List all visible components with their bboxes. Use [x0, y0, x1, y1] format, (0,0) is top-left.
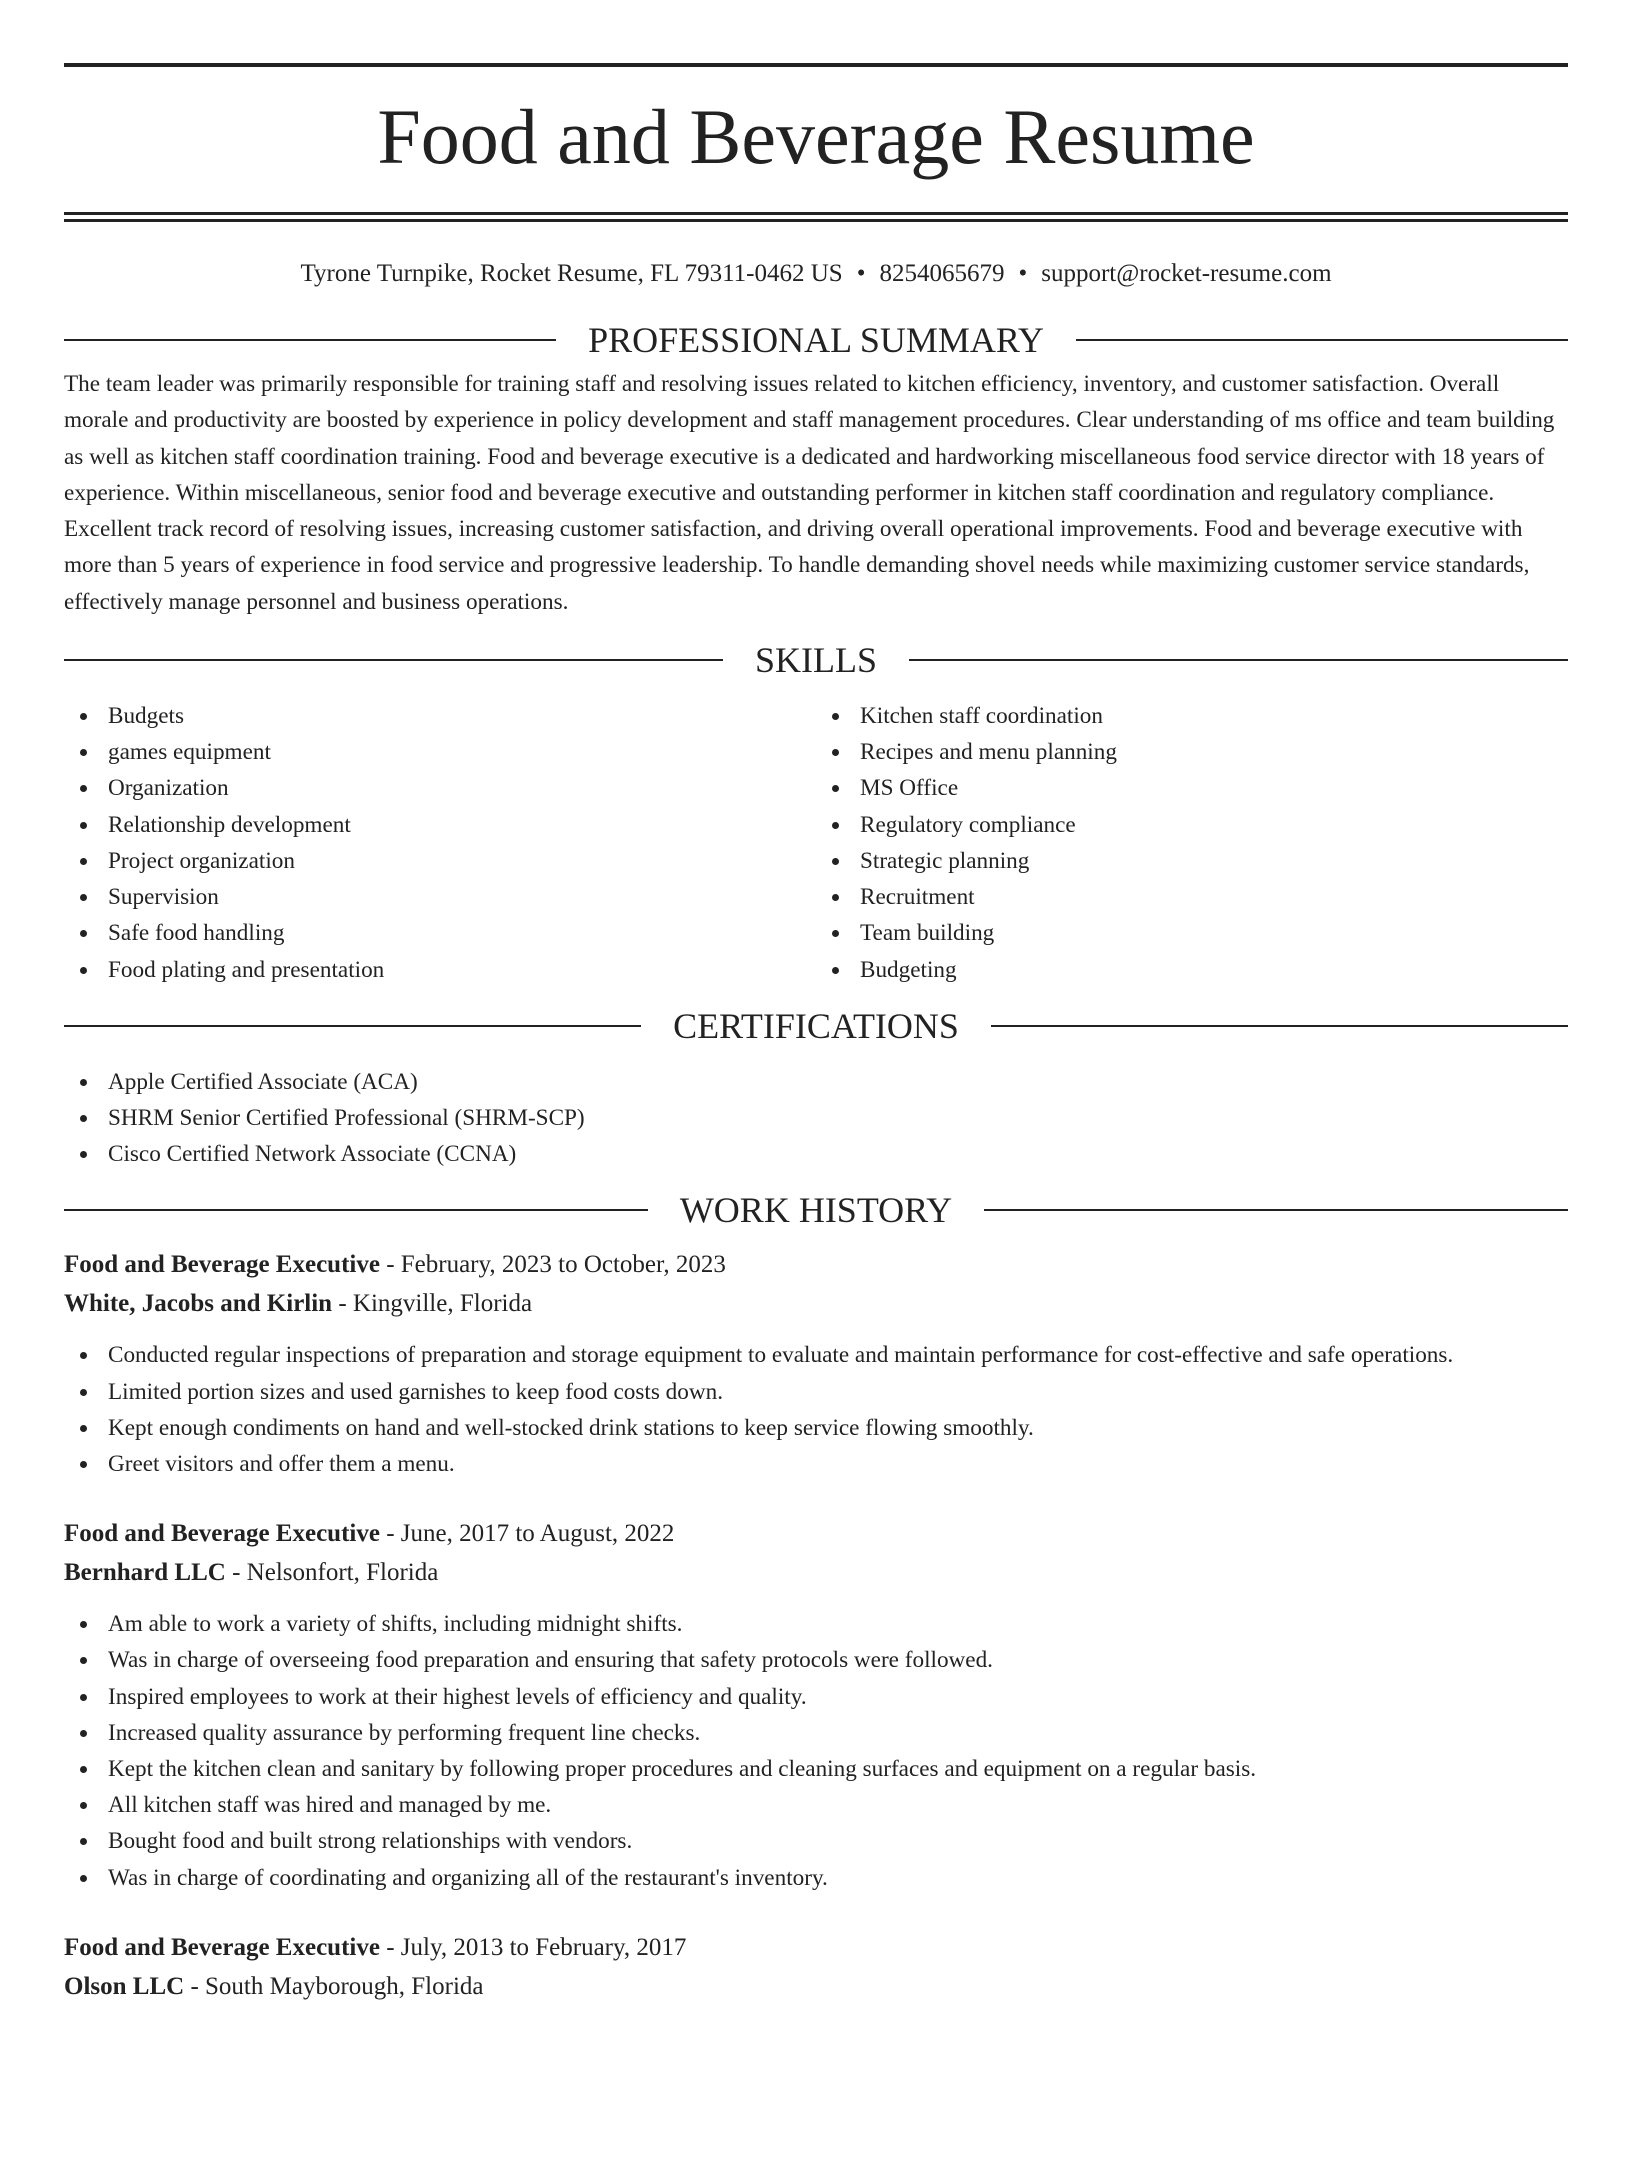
certification-item: Cisco Certified Network Associate (CCNA) [64, 1136, 1568, 1172]
certifications-list [64, 1064, 1568, 1173]
job-bullet: Kept enough condiments on hand and well-stocked drink stations to keep service flowing smoothly. [64, 1410, 1568, 1446]
contact-separator: • [856, 260, 866, 287]
section-header-summary [64, 318, 1568, 362]
job-entry [64, 1928, 1568, 2006]
section-header-skills [64, 638, 1568, 682]
skill-item: Recipes and menu planning [816, 734, 1568, 770]
section-title-summary: PROFESSIONAL SUMMARY [588, 320, 1044, 360]
job-company-line [64, 1967, 1568, 2006]
summary-text: The team leader was primarily responsible for training staff and resolving issues related to kitchen efficiency, inventory, and customer satisfaction. Overall morale and productivity are boosted by experience in policy development and staff management procedures. Clear understanding of ms office and team building as well as kitchen staff coordination training. Food and beverage executive is a dedicated and hardworking miscellaneous food service director with 18 years of experience. Within miscellaneous, senior food and beverage executive and outstanding performer in kitchen staff coordination and regulatory compliance. Excellent track record of resolving issues, increasing customer satisfaction, and driving overall operational improvements. Food and beverage executive with more than 5 years of experience in food service and progressive leadership. To handle demanding shovel needs while maximizing customer service standards, effectively manage personnel and business operations. [64, 371, 1555, 615]
job-title-line [64, 1514, 1568, 1553]
job-bullet: Greet visitors and offer them a menu. [64, 1446, 1568, 1482]
job-bullet: Inspired employees to work at their highest levels of efficiency and quality. [64, 1679, 1568, 1715]
contact-line [64, 259, 1568, 289]
section-title-certifications: CERTIFICATIONS [673, 1005, 959, 1046]
section-title-work-history: WORK HISTORY [679, 1190, 953, 1231]
job-title: Food and Beverage Executive [64, 1251, 380, 1279]
job-bullet: All kitchen staff was hired and managed by me. [64, 1787, 1568, 1823]
section-rule [991, 1025, 1568, 1027]
job-entry [64, 1245, 1568, 1482]
skill-item: Relationship development [64, 807, 816, 843]
job-title-line [64, 1928, 1568, 1967]
section-title-skills: SKILLS [755, 640, 878, 681]
job-bullet: Was in charge of coordinating and organizing all of the restaurant's inventory. [64, 1860, 1568, 1896]
skills-right-column [816, 698, 1568, 988]
job-title: Food and Beverage Executive [64, 1520, 380, 1548]
job-bullet: Bought food and built strong relationships with vendors. [64, 1823, 1568, 1859]
resume-page [0, 63, 1632, 2175]
job-title-line [64, 1245, 1568, 1284]
job-bullet: Limited portion sizes and used garnishes to keep food costs down. [64, 1374, 1568, 1410]
job-title: Food and Beverage Executive [64, 1933, 380, 1961]
job-company-line [64, 1284, 1568, 1323]
job-entry [64, 1514, 1568, 1896]
job-bullet: Increased quality assurance by performing frequent line checks. [64, 1715, 1568, 1751]
contact-address: Tyrone Turnpike, Rocket Resume, FL 79311-0462 US [300, 260, 843, 287]
skill-item: Safe food handling [64, 915, 816, 951]
title-double-rule [64, 212, 1568, 222]
skill-item: Recruitment [816, 879, 1568, 915]
job-bullet: Was in charge of overseeing food preparation and ensuring that safety protocols were followed. [64, 1642, 1568, 1678]
skill-item: Kitchen staff coordination [816, 698, 1568, 734]
skill-item: Supervision [64, 879, 816, 915]
section-header-work-history [64, 1188, 1568, 1232]
job-location: - Kingville, Florida [332, 1290, 533, 1318]
skill-item: Project organization [64, 843, 816, 879]
skill-item: Food plating and presentation [64, 952, 816, 988]
skills-left-column [64, 698, 816, 988]
section-rule [64, 339, 556, 341]
certification-item: Apple Certified Associate (ACA) [64, 1064, 1568, 1100]
section-rule [1076, 339, 1568, 341]
section-header-certifications [64, 1004, 1568, 1048]
job-bullet: Conducted regular inspections of preparation and storage equipment to evaluate and maintain performance for cost-effective and safe operations. [64, 1337, 1568, 1373]
section-rule [64, 1025, 641, 1027]
job-bullet-list [64, 1337, 1568, 1482]
job-bullet: Am able to work a variety of shifts, including midnight shifts. [64, 1606, 1568, 1642]
work-history-list [64, 1245, 1568, 2005]
skill-item: MS Office [816, 770, 1568, 806]
skill-item: Budgeting [816, 952, 1568, 988]
contact-separator: • [1018, 260, 1028, 287]
skills-right-list [816, 698, 1568, 988]
job-dates: - July, 2013 to February, 2017 [379, 1933, 687, 1961]
skill-item: Strategic planning [816, 843, 1568, 879]
skill-item: Organization [64, 770, 816, 806]
section-rule [64, 1209, 648, 1211]
contact-phone: 8254065679 [879, 260, 1005, 287]
job-dates: - June, 2017 to August, 2022 [379, 1520, 675, 1548]
job-company-line [64, 1553, 1568, 1592]
section-rule [64, 659, 723, 661]
skill-item: games equipment [64, 734, 816, 770]
job-company: Olson LLC [64, 1972, 185, 2000]
job-location: - South Mayborough, Florida [184, 1972, 484, 2000]
resume-title: Food and Beverage Resume [377, 93, 1255, 180]
skills-columns [64, 698, 1568, 988]
skills-left-list [64, 698, 816, 988]
section-rule [984, 1209, 1568, 1211]
top-rule [64, 63, 1568, 67]
certification-item: SHRM Senior Certified Professional (SHRM-SCP) [64, 1100, 1568, 1136]
job-dates: - February, 2023 to October, 2023 [379, 1251, 726, 1279]
job-bullet: Kept the kitchen clean and sanitary by following proper procedures and cleaning surfaces and equipment on a regular basis. [64, 1751, 1568, 1787]
job-company: White, Jacobs and Kirlin [64, 1290, 333, 1318]
job-bullet-list [64, 1606, 1568, 1896]
section-rule [909, 659, 1568, 661]
skill-item: Budgets [64, 698, 816, 734]
skill-item: Team building [816, 915, 1568, 951]
job-company: Bernhard LLC [64, 1559, 226, 1587]
job-location: - Nelsonfort, Florida [225, 1559, 439, 1587]
skill-item: Regulatory compliance [816, 807, 1568, 843]
contact-email: support@rocket-resume.com [1041, 260, 1332, 287]
